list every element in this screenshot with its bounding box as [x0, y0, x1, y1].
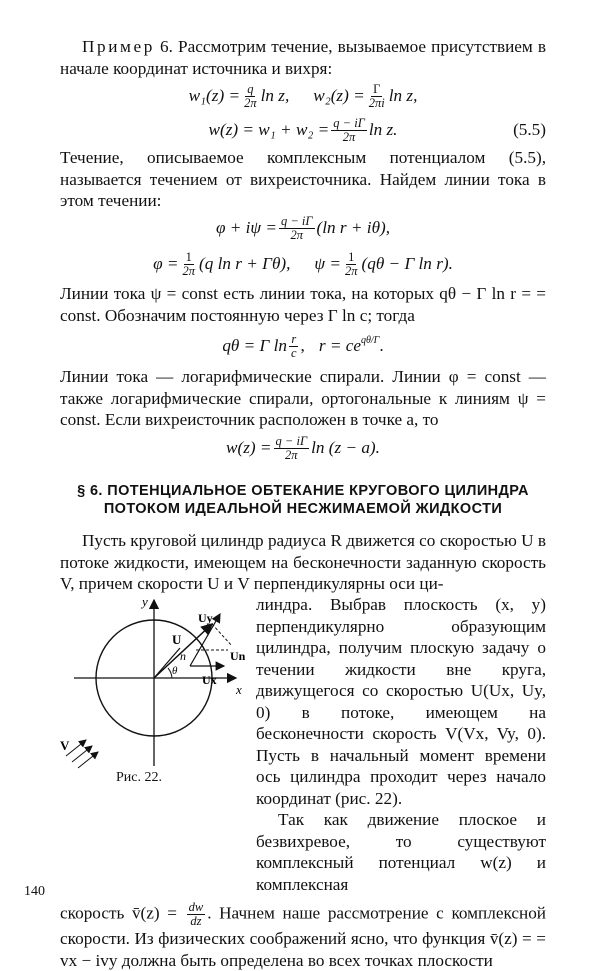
eq6-frac [274, 435, 310, 462]
para-final-post: . Начнем наше рассмотрение с комплексной скорости. Из физических соображений ясно, что функция v̄(z) = = vx − ivy должна быть определена во всех точках плоскости [60, 903, 547, 970]
eq4-phi-rhs: (q ln r + Γθ), [199, 254, 291, 273]
example-intro [60, 36, 546, 79]
eq5-den: c [290, 345, 297, 360]
dashed-projection [212, 624, 232, 646]
figure-22 [60, 594, 256, 790]
para-final-pre: скорость v̄(z) = [60, 903, 177, 923]
para-lines: Линии тока ψ = const есть линии тока, на которых qθ − Γ ln r = = const. Обозначим постоянную через Γ ln c; тогда [60, 284, 546, 325]
example-number: 6. [160, 37, 173, 56]
label-y: y [142, 594, 148, 609]
eq6-lhs: w(z) = [226, 438, 272, 457]
eq4-phi-den: 2π [182, 263, 195, 278]
eq1-w1-lhs: w₁(z) = [188, 86, 241, 105]
eq1-w2-frac [367, 83, 387, 110]
label-v: V [60, 738, 70, 753]
label-un: Un [230, 649, 246, 663]
eq2-lhs: w(z) = w₁ + w₂ = [208, 120, 330, 139]
eq3-lhs: φ + iψ = [215, 218, 277, 237]
eq3-den: 2π [290, 227, 304, 242]
para-spirals: Линии тока — логарифмические спирали. Линии φ = const — также логарифмические спирали, ортогональные к линиям ψ = const. Если вихреисточник расположен в точке a, то [60, 367, 546, 429]
equation-phi-psi-split [60, 245, 546, 283]
eq1-w2-lhs: w₂(z) = [313, 86, 365, 105]
example-label: Пример [82, 37, 155, 56]
eq5-frac [289, 333, 299, 360]
eq5-exponent: qθ/Γ [360, 334, 380, 346]
para-flow: Течение, описываемое комплексным потенциалом (5.5), называется течением от вихреисточника. Найдем линии тока в этом течении: [60, 148, 546, 210]
eq5-lhs: qθ = Γ ln [222, 336, 287, 355]
eq4-phi-frac [180, 251, 197, 278]
eq4-psi-lhs: ψ = [314, 254, 341, 273]
para-final-frac [187, 901, 206, 928]
section-heading-line2: ПОТОКОМ ИДЕАЛЬНОЙ НЕСЖИМАЕМОЙ ЖИДКОСТИ [103, 501, 503, 517]
eq4-phi-num: 1 [185, 249, 192, 264]
figure-block [60, 594, 546, 895]
eq3-frac [279, 215, 315, 242]
figure-side-text [256, 594, 546, 895]
label-theta: θ [172, 665, 178, 677]
eq2-den: 2π [342, 129, 356, 144]
eq2-rhs: ln z. [368, 120, 398, 139]
para-cylinder: Пусть круговой цилиндр радиуса R движется со скоростью U в потоке жидкости, имеющем на бесконечности заданную скорость V, причем скорости U и V перпендикулярны оси ци- [60, 531, 546, 593]
eq4-psi-frac [343, 251, 360, 278]
equation-5-5 [60, 113, 546, 147]
figure-22-diagram [60, 594, 256, 770]
label-n: n [180, 649, 186, 663]
equation-spiral [60, 326, 546, 366]
eq1-w1-num: q [247, 81, 254, 96]
label-u: U [172, 632, 182, 647]
equation-w1-w2 [60, 79, 546, 113]
eq6-den: 2π [285, 447, 298, 462]
page-number: 140 [24, 884, 45, 899]
eq3-num: q − iΓ [281, 213, 313, 228]
equation-phi-psi [60, 211, 546, 245]
eq4-psi-den: 2π [344, 263, 358, 278]
eq5-r-part: r = ce [318, 336, 361, 355]
label-ux: Ux [202, 673, 217, 687]
eq6-num: q − iΓ [275, 433, 308, 448]
eq5-end: . [379, 336, 384, 355]
eq6-rhs: ln (z − a). [311, 438, 380, 457]
eq1-w2-rhs: ln z, [388, 86, 418, 105]
eq3-rhs: (ln r + iθ), [316, 218, 391, 237]
example-text: Рассмотрим течение, вызываемое присутствием в начале координат источника и вихря: [60, 37, 547, 78]
eq1-w1-frac [242, 83, 259, 110]
eq5-num: r [291, 331, 297, 346]
para-vortexless: Так как движение плоское и безвихревое, то существуют комплексный потенциал w(z) и комплексная [256, 810, 546, 894]
equation-number: (5.5) [513, 120, 546, 139]
para-final-num: dw [188, 900, 204, 914]
eq4-phi-lhs: φ = [153, 254, 179, 273]
eq4-psi-num: 1 [348, 249, 355, 264]
para-cylinder-side: линдра. Выбрав плоскость (x, y) перпендикулярно образующим цилиндра, получим плоскую задачу о течении жидкости вне круга, движущегося со скоростью U(Ux, Uy, 0) в потоке, имеющем на бесконечности скорость V(Vx, Vy, 0). Пусть в начальный момент времени ось цилиндра проходит через начало координат (рис. 22). [256, 595, 546, 808]
equation-shifted [60, 430, 546, 466]
eq2-frac [331, 117, 367, 144]
eq1-w1-den: 2π [244, 95, 257, 110]
figure-caption: Рис. 22. [116, 770, 162, 785]
eq1-w2-den: 2πi [368, 95, 385, 110]
para-final-den: dz [190, 914, 202, 928]
eq5-comma: , [300, 336, 305, 355]
label-x: x [236, 682, 242, 697]
eq2-num: q − iΓ [333, 115, 365, 130]
section-heading [60, 482, 546, 530]
eq1-w2-num: Γ [373, 81, 381, 96]
para-final [60, 901, 546, 971]
eq1-w1-rhs: ln z, [260, 86, 290, 105]
section-heading-line1: § 6. ПОТЕНЦИАЛЬНОЕ ОБТЕКАНИЕ КРУГОВОГО ЦИЛИНДРА [77, 483, 529, 499]
page-body [60, 36, 546, 971]
label-uy: Uy [198, 611, 213, 625]
eq4-psi-rhs: (qθ − Γ ln r). [361, 254, 453, 273]
